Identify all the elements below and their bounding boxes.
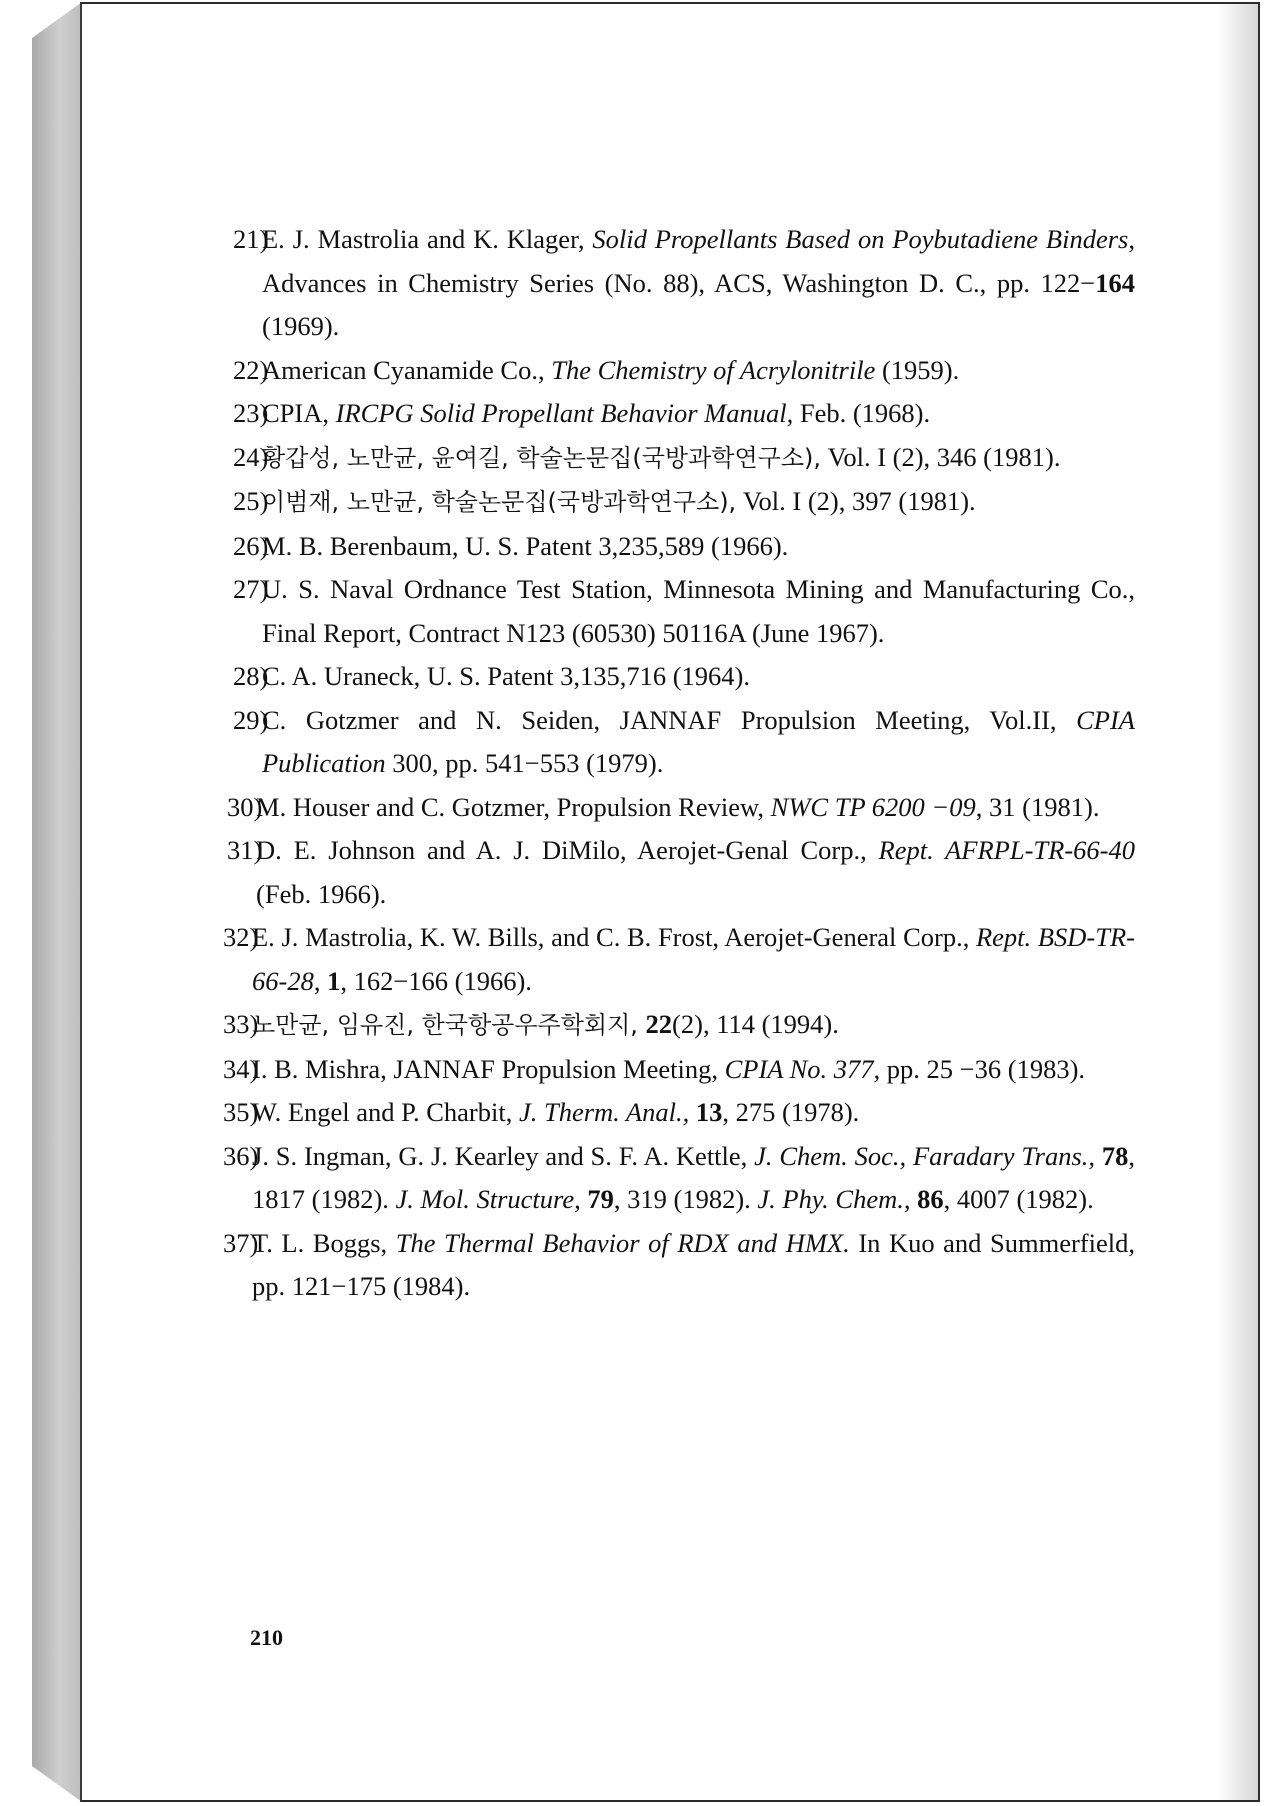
reference-item: [215, 218, 1135, 349]
reference-bold-text: 22: [645, 1009, 673, 1039]
reference-text: (1959).: [875, 354, 960, 385]
reference-italic-text: Rept. BSD-TR-66-28: [252, 922, 1135, 996]
reference-number: 27): [233, 574, 269, 604]
reference-item: [215, 699, 1135, 786]
reference-text: pp. 25 −36 (1983).: [880, 1053, 1086, 1084]
reference-bold-text: 78: [1101, 1140, 1129, 1171]
reference-item: [215, 1003, 1135, 1048]
reference-bold-text: 164: [1095, 267, 1135, 298]
reference-item: [215, 786, 1135, 830]
reference-number: 23): [233, 398, 269, 428]
reference-item: [215, 655, 1135, 699]
reference-italic-text: Solid Propellants Based on Poybutadiene Binders,: [592, 224, 1135, 254]
reference-text: T. L. Boggs,: [252, 1227, 396, 1258]
reference-number: 25): [233, 486, 269, 516]
page-number: 210: [250, 1625, 283, 1650]
reference-bold-text: 79: [587, 1184, 614, 1214]
reference-item: [215, 1048, 1135, 1092]
reference-italic-text: J. Phy. Chem.,: [757, 1184, 911, 1214]
reference-italic-text: The Thermal Behavior of RDX and HMX.: [395, 1227, 850, 1258]
reference-text: 이범재, 노만균, 학술논문집(국방과학연구소),: [262, 488, 737, 516]
reference-text: Vol. I (2), 397 (1981).: [736, 486, 976, 516]
reference-text: E. J. Mastrolia and K. Klager,: [262, 224, 593, 254]
reference-italic-text: J. Therm. Anal.,: [518, 1097, 690, 1127]
reference-text: , 4007 (1982).: [943, 1184, 1094, 1214]
reference-text: E. J. Mastrolia, K. W. Bills, and C. B. Frost, Aerojet-General Corp.,: [252, 922, 976, 952]
reference-text: W. Engel and P. Charbit,: [252, 1097, 519, 1127]
reference-bold-text: 86: [917, 1184, 944, 1214]
reference-text: , 319 (1982).: [613, 1184, 758, 1214]
reference-text: M. Houser and C. Gotzmer, Propulsion Review,: [256, 791, 771, 822]
reference-text: [689, 1097, 696, 1127]
reference-text: American Cyanamide Co.,: [262, 354, 552, 385]
reference-text: (1969).: [262, 311, 340, 341]
reference-number: 21): [233, 224, 269, 254]
reference-item: [215, 916, 1135, 1003]
book-spine: [32, 2, 82, 1802]
reference-text: C. Gotzmer and N. Seiden, JANNAF Propulsion Meeting, Vol.II,: [262, 704, 1077, 735]
reference-text: Feb. (1968).: [793, 398, 931, 428]
reference-italic-text: CPIA No. 377,: [724, 1053, 881, 1084]
page-edge-shade: [1218, 4, 1258, 1800]
reference-number: 29): [233, 704, 269, 735]
reference-text: (Feb. 1966).: [256, 878, 387, 909]
reference-item: [215, 568, 1135, 655]
reference-item: [215, 1091, 1135, 1135]
reference-text: , 162−166 (1966).: [340, 965, 532, 996]
reference-italic-text: Rept. AFRPL-TR-66-40: [878, 835, 1135, 865]
reference-list: [215, 218, 1135, 1309]
reference-text: U. S. Naval Ordnance Test Station, Minnesota Mining and Manufacturing Co., Final Report, Contract N123 (60530) 50116A (June 1967).: [262, 574, 1135, 648]
reference-item: [215, 349, 1135, 393]
reference-bold-text: 1: [327, 965, 341, 996]
reference-text: 황갑성, 노만균, 윤여길, 학술논문집(국방과학연구소),: [262, 443, 821, 472]
reference-item: [215, 392, 1135, 436]
reference-text: ,: [313, 965, 328, 996]
reference-number: 37): [223, 1227, 259, 1258]
reference-number: 28): [233, 661, 269, 691]
reference-text: Vol. I (2), 346 (1981).: [821, 441, 1061, 472]
reference-text: Advances in Chemistry Series (No. 88), ACS, Washington D. C., pp. 122−: [262, 267, 1096, 298]
reference-italic-text: The Chemistry of Acrylonitrile: [551, 354, 876, 385]
reference-italic-text: CPIA Publication: [262, 704, 1135, 778]
reference-bold-text: 13: [695, 1097, 723, 1127]
reference-item: [215, 480, 1135, 525]
reference-text: , 275 (1978).: [722, 1097, 860, 1127]
reference-number: 26): [233, 530, 269, 561]
reference-text: [1095, 1141, 1102, 1171]
reference-text: J. S. Ingman, G. J. Kearley and S. F. A. Kettle,: [252, 1140, 755, 1171]
reference-number: 30): [227, 791, 263, 822]
reference-item: [215, 525, 1135, 569]
reference-number: 33): [223, 1009, 259, 1039]
reference-italic-text: J. Mol. Structure,: [395, 1184, 581, 1214]
reference-number: 34): [223, 1053, 259, 1084]
reference-text: (2), 114 (1994).: [672, 1009, 839, 1039]
reference-text: CPIA,: [262, 398, 336, 428]
reference-number: 24): [233, 441, 269, 472]
reference-text: C. A. Uraneck, U. S. Patent 3,135,716 (1964).: [262, 661, 750, 691]
reference-item: [215, 829, 1135, 916]
reference-text: D. E. Johnson and A. J. DiMilo, Aerojet-Genal Corp.,: [256, 835, 879, 865]
reference-number: 22): [233, 354, 269, 385]
reference-item: [215, 1222, 1135, 1309]
reference-text: I. B. Mishra, JANNAF Propulsion Meeting,: [252, 1053, 725, 1084]
reference-number: 36): [223, 1140, 259, 1171]
reference-text: In Kuo and Summerfield, pp. 121−175 (1984).: [252, 1227, 1135, 1301]
reference-text: 노만균, 임유진, 한국항공우주학회지,: [252, 1011, 646, 1039]
reference-item: [215, 1135, 1135, 1222]
reference-number: 32): [223, 922, 259, 952]
reference-text: , 1817 (1982).: [252, 1140, 1136, 1214]
reference-number: 35): [223, 1097, 259, 1127]
reference-italic-text: IRCPG Solid Propellant Behavior Manual,: [335, 398, 794, 428]
reference-text: 300, pp. 541−553 (1979).: [385, 748, 664, 778]
reference-item: [215, 436, 1135, 481]
reference-text: , 31 (1981).: [975, 791, 1100, 822]
reference-number: 31): [227, 835, 263, 865]
reference-italic-text: NWC TP 6200 −09: [770, 791, 976, 822]
reference-italic-text: J. Chem. Soc., Faradary Trans.,: [754, 1140, 1096, 1171]
reference-text: M. B. Berenbaum, U. S. Patent 3,235,589 (1966).: [262, 530, 789, 561]
